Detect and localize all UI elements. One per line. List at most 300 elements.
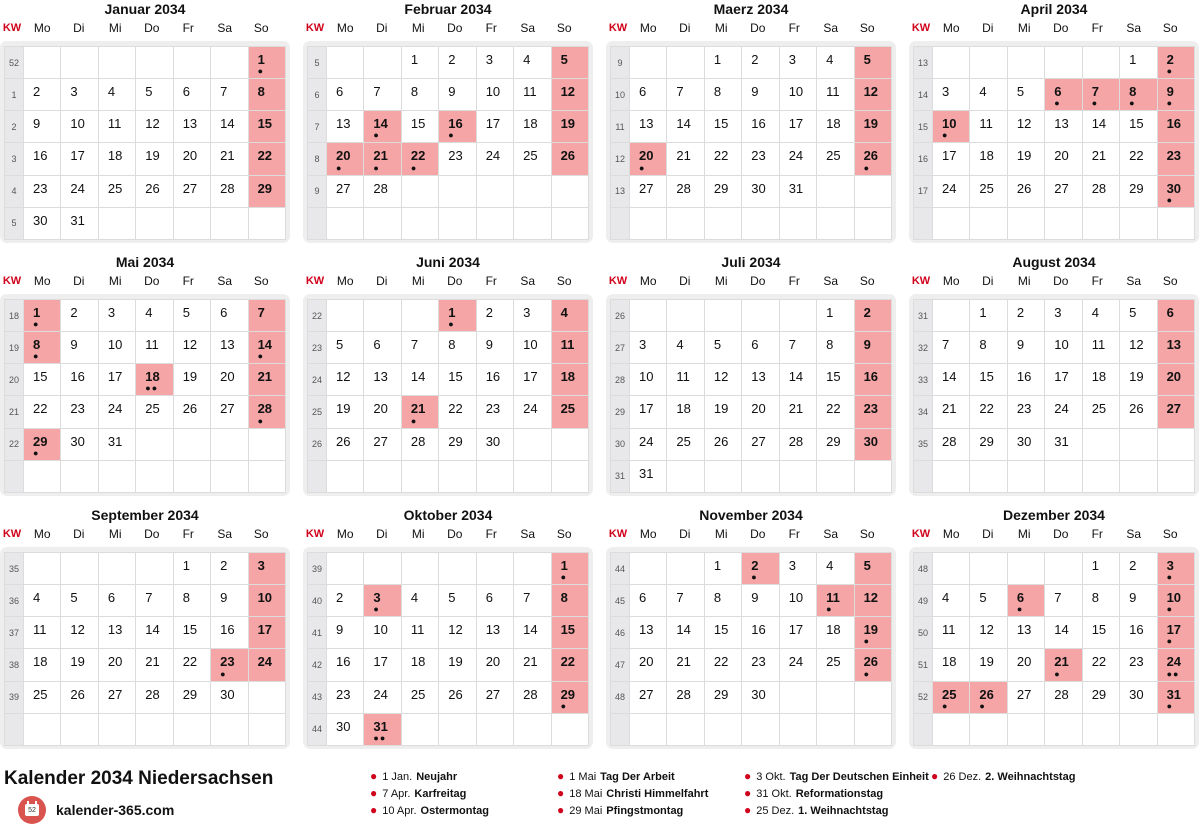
day-number: 12 — [863, 84, 879, 100]
day-number: 24 — [70, 180, 85, 196]
empty-cell — [1045, 714, 1081, 745]
day-cell — [1045, 111, 1081, 142]
day-cell — [249, 649, 285, 680]
day-number: 17 — [485, 116, 501, 132]
empty-cell — [1083, 714, 1119, 745]
weekday-label: Mi — [714, 527, 728, 541]
day-number: 30 — [336, 718, 351, 734]
day-cell — [1083, 143, 1119, 174]
bullet-icon: ● — [370, 786, 378, 800]
day-cell — [1045, 585, 1081, 616]
empty-cell — [1083, 47, 1119, 78]
day-number: 11 — [107, 116, 122, 132]
day-cell — [249, 553, 285, 584]
weekday-label: Do — [447, 21, 463, 35]
day-number: 23 — [751, 148, 766, 164]
day-number: 10 — [1166, 590, 1182, 606]
day-number: 9 — [1016, 337, 1025, 353]
weekday-label: So — [1162, 274, 1178, 288]
day-number: 15 — [1129, 116, 1144, 132]
week-number: 22 — [308, 300, 326, 331]
holiday-dot-icon: ● — [33, 351, 40, 362]
day-number: 13 — [639, 116, 654, 132]
empty-cell — [61, 461, 97, 492]
day-number: 16 — [1166, 116, 1182, 132]
day-cell — [99, 79, 135, 110]
day-number: 8 — [410, 84, 419, 100]
weekday-label: Mi — [411, 274, 425, 288]
weekday-label: Di — [982, 527, 994, 541]
site-name[interactable]: kalender-365.com — [56, 802, 175, 818]
holiday-dot-icon: ● — [863, 636, 870, 647]
day-cell — [327, 682, 363, 713]
day-number: 28 — [373, 180, 388, 196]
day-cell — [1120, 332, 1156, 363]
day-number: 31 — [1166, 686, 1182, 702]
day-number: 12 — [713, 369, 729, 385]
day-cell — [364, 714, 400, 745]
empty-cell — [1045, 208, 1081, 239]
day-cell — [1120, 79, 1156, 110]
day-cell — [552, 553, 588, 584]
day-number: 13 — [485, 622, 501, 638]
bullet-icon: ● — [557, 769, 565, 783]
day-cell — [99, 396, 135, 427]
day-number: 29 — [560, 686, 576, 702]
day-number: 8 — [826, 337, 834, 353]
day-number: 25 — [826, 148, 841, 164]
day-cell — [24, 208, 60, 239]
week-number: 2 — [5, 111, 23, 142]
day-number: 21 — [145, 654, 160, 670]
weekday-label: Fr — [182, 274, 194, 288]
day-number: 25 — [560, 401, 576, 417]
day-cell — [477, 111, 513, 142]
holiday-dot-icon: ● — [1166, 700, 1173, 711]
day-cell — [136, 585, 172, 616]
day-cell — [855, 47, 891, 78]
day-number: 11 — [826, 84, 840, 100]
weekday-label: Sa — [520, 527, 536, 541]
day-cell — [1008, 111, 1044, 142]
day-cell — [1083, 332, 1119, 363]
day-cell — [327, 111, 363, 142]
weekday-label: Sa — [217, 21, 233, 35]
day-cell — [1158, 176, 1194, 207]
holiday-dot-icon: ● — [560, 572, 567, 583]
month-block — [303, 253, 593, 496]
week-number: 42 — [308, 649, 326, 680]
empty-cell — [1120, 208, 1156, 239]
day-number: 22 — [448, 401, 463, 417]
weekday-label: Mo — [639, 527, 657, 541]
weekday-label: Fr — [788, 274, 800, 288]
day-cell — [249, 332, 285, 363]
day-cell — [364, 429, 400, 460]
week-number: 27 — [611, 332, 629, 363]
day-cell — [933, 682, 969, 713]
empty-cell — [24, 461, 60, 492]
day-cell — [630, 143, 666, 174]
kw-header: KW — [305, 275, 325, 287]
day-cell — [99, 364, 135, 395]
empty-cell — [249, 429, 285, 460]
day-number: 27 — [639, 180, 654, 196]
day-cell — [1045, 396, 1081, 427]
day-number: 6 — [182, 84, 190, 100]
day-number: 30 — [33, 212, 48, 228]
holiday-dot-icon: ● — [560, 700, 567, 711]
day-cell — [817, 47, 853, 78]
day-cell — [1083, 585, 1119, 616]
day-cell — [249, 300, 285, 331]
weekday-label: So — [253, 274, 269, 288]
site-logo[interactable] — [18, 796, 174, 824]
day-cell — [705, 396, 741, 427]
month-panel — [606, 41, 896, 243]
day-cell — [477, 79, 513, 110]
day-number: 22 — [257, 148, 273, 164]
day-cell — [1120, 143, 1156, 174]
weekday-label: Di — [982, 21, 994, 35]
holiday-dot-icon: ● — [1166, 98, 1173, 109]
day-cell — [1008, 396, 1044, 427]
day-cell — [1008, 143, 1044, 174]
day-number: 10 — [788, 84, 804, 100]
day-number: 15 — [826, 369, 841, 385]
day-number: 17 — [523, 369, 538, 385]
day-cell — [705, 332, 741, 363]
legend-item — [370, 785, 560, 802]
weekday-label: So — [1162, 527, 1178, 541]
day-number: 22 — [410, 148, 426, 164]
holiday-dot-icon: ●● — [373, 732, 387, 743]
empty-cell — [1120, 429, 1156, 460]
logo-number: 52 — [25, 804, 39, 816]
kw-header: KW — [2, 275, 22, 287]
weekday-label: Di — [376, 21, 388, 35]
legend-item — [744, 785, 934, 802]
day-number: 23 — [220, 654, 235, 670]
day-number: 24 — [942, 180, 957, 196]
empty-cell — [211, 714, 247, 745]
day-number: 14 — [1054, 622, 1069, 638]
day-cell — [630, 429, 666, 460]
day-cell — [817, 649, 853, 680]
day-number: 30 — [751, 180, 766, 196]
weekday-label: Sa — [823, 527, 839, 541]
day-number: 1 — [713, 558, 722, 573]
day-number: 16 — [70, 369, 85, 385]
day-number: 11 — [826, 590, 840, 606]
empty-cell — [780, 461, 816, 492]
empty-cell — [402, 553, 438, 584]
day-number: 11 — [33, 622, 47, 638]
day-number: 26 — [336, 433, 351, 449]
day-number: 8 — [182, 590, 190, 606]
day-cell — [477, 300, 513, 331]
day-cell — [249, 617, 285, 648]
weekday-label: So — [556, 527, 572, 541]
day-cell — [1158, 143, 1194, 174]
weekday-label: Mo — [639, 274, 657, 288]
day-cell — [24, 682, 60, 713]
day-cell — [1120, 682, 1156, 713]
day-number: 2 — [751, 52, 759, 67]
day-cell — [933, 617, 969, 648]
weekday-label: Mi — [714, 274, 728, 288]
day-cell — [24, 176, 60, 207]
day-number: 24 — [373, 686, 388, 702]
empty-cell — [817, 682, 853, 713]
day-number: 12 — [336, 369, 351, 385]
day-cell — [174, 682, 210, 713]
day-cell — [402, 79, 438, 110]
day-number: 13 — [639, 622, 654, 638]
day-cell — [174, 553, 210, 584]
day-cell — [855, 585, 891, 616]
day-number: 31 — [788, 180, 804, 196]
holiday-dot-icon: ● — [336, 162, 343, 173]
weekday-label: Fr — [485, 274, 497, 288]
week-number: 21 — [5, 396, 23, 427]
weekday-label: Fr — [1091, 527, 1103, 541]
day-cell — [61, 649, 97, 680]
week-number: 1 — [5, 79, 23, 110]
empty-cell — [552, 176, 588, 207]
weekday-label: Sa — [217, 527, 233, 541]
day-number: 11 — [942, 622, 956, 638]
month-grid — [4, 552, 286, 746]
day-number: 2 — [751, 558, 759, 573]
day-number: 9 — [1129, 590, 1137, 606]
day-number: 7 — [220, 84, 228, 100]
day-cell — [1158, 79, 1194, 110]
day-cell — [817, 332, 853, 363]
empty-cell — [933, 208, 969, 239]
weekday-label: Mo — [33, 274, 51, 288]
day-number: 2 — [1129, 558, 1137, 573]
legend-column — [931, 768, 1121, 785]
day-number: 15 — [560, 622, 576, 638]
day-number: 31 — [373, 718, 388, 734]
month-block — [606, 0, 896, 243]
week-number: 9 — [308, 176, 326, 207]
weekday-label: Fr — [788, 527, 800, 541]
day-number: 3 — [788, 52, 796, 67]
day-number: 6 — [220, 305, 228, 320]
day-cell — [136, 649, 172, 680]
calendar-icon — [18, 796, 46, 824]
day-number: 14 — [145, 622, 160, 638]
month-block — [0, 253, 290, 496]
day-number: 21 — [676, 654, 691, 670]
day-cell — [552, 649, 588, 680]
day-cell — [552, 47, 588, 78]
day-cell — [667, 649, 703, 680]
day-cell — [514, 111, 550, 142]
day-cell — [1120, 364, 1156, 395]
day-cell — [705, 111, 741, 142]
weekday-label: Mi — [411, 21, 425, 35]
day-cell — [1120, 176, 1156, 207]
day-cell — [364, 79, 400, 110]
day-cell — [514, 47, 550, 78]
day-number: 5 — [70, 590, 78, 606]
day-number: 14 — [942, 369, 957, 385]
day-number: 24 — [257, 654, 273, 670]
empty-cell — [249, 208, 285, 239]
month-title: November 2034 — [699, 507, 803, 523]
week-number: 15 — [914, 111, 932, 142]
week-number: 36 — [5, 585, 23, 616]
day-number: 24 — [1054, 401, 1069, 417]
legend-name: Tag Der Deutschen Einheit — [789, 771, 929, 783]
week-number: 18 — [5, 300, 23, 331]
empty-cell — [933, 553, 969, 584]
week-number: 44 — [308, 714, 326, 745]
holiday-dot-icon: ● — [373, 604, 380, 615]
empty-cell — [439, 553, 475, 584]
day-number: 25 — [107, 180, 123, 196]
day-cell — [855, 429, 891, 460]
day-number: 19 — [979, 654, 994, 670]
day-cell — [402, 111, 438, 142]
day-number: 12 — [1016, 116, 1032, 132]
weekday-header — [606, 524, 896, 544]
day-cell — [552, 682, 588, 713]
day-cell — [61, 585, 97, 616]
day-number: 20 — [182, 148, 198, 164]
day-cell — [211, 79, 247, 110]
day-cell — [1045, 332, 1081, 363]
day-cell — [364, 649, 400, 680]
day-number: 9 — [751, 590, 759, 606]
day-cell — [780, 143, 816, 174]
empty-cell — [477, 553, 513, 584]
day-cell — [780, 649, 816, 680]
empty-cell — [402, 300, 438, 331]
weekday-header — [909, 271, 1199, 291]
week-number: 48 — [611, 682, 629, 713]
day-number: 30 — [485, 433, 501, 449]
empty-cell — [742, 461, 778, 492]
day-cell — [667, 79, 703, 110]
day-number: 14 — [257, 337, 273, 353]
day-cell — [1158, 300, 1194, 331]
day-number: 5 — [182, 305, 190, 320]
day-cell — [327, 364, 363, 395]
day-number: 23 — [448, 148, 463, 164]
day-cell — [61, 682, 97, 713]
day-number: 8 — [979, 337, 987, 353]
day-cell — [136, 364, 172, 395]
week-number: 44 — [611, 553, 629, 584]
month-block — [909, 506, 1199, 749]
day-cell — [514, 682, 550, 713]
day-cell — [855, 649, 891, 680]
week-number: 43 — [308, 682, 326, 713]
empty-cell — [174, 208, 210, 239]
day-number: 23 — [863, 401, 879, 417]
day-number: 15 — [713, 622, 729, 638]
weekday-label: Do — [750, 21, 766, 35]
day-number: 14 — [410, 369, 426, 385]
empty-cell — [1158, 714, 1194, 745]
weekday-label: Sa — [823, 274, 839, 288]
day-number: 4 — [107, 84, 116, 100]
day-cell — [61, 143, 97, 174]
day-number: 28 — [523, 686, 538, 702]
day-number: 29 — [1091, 686, 1107, 702]
day-cell — [174, 176, 210, 207]
empty-cell — [514, 429, 550, 460]
day-cell — [136, 396, 172, 427]
legend-item — [931, 768, 1121, 785]
day-number: 21 — [523, 654, 538, 670]
day-cell — [24, 396, 60, 427]
day-number: 29 — [979, 433, 994, 449]
empty-cell — [364, 47, 400, 78]
weekday-label: So — [859, 21, 875, 35]
holiday-dot-icon: ● — [942, 700, 949, 711]
day-cell — [705, 143, 741, 174]
day-number: 23 — [485, 401, 501, 417]
day-cell — [1083, 396, 1119, 427]
day-cell — [514, 364, 550, 395]
day-cell — [1120, 396, 1156, 427]
day-cell — [211, 617, 247, 648]
day-number: 25 — [826, 654, 841, 670]
empty-cell — [514, 208, 550, 239]
day-number: 12 — [145, 116, 160, 132]
empty-cell — [439, 461, 475, 492]
weekday-label: Do — [144, 527, 160, 541]
bullet-icon: ● — [931, 769, 939, 783]
empty-cell — [136, 553, 172, 584]
day-number: 6 — [639, 590, 647, 606]
empty-cell — [630, 300, 666, 331]
day-cell — [1045, 429, 1081, 460]
day-number: 19 — [145, 148, 160, 164]
holiday-dot-icon: ● — [1166, 572, 1173, 583]
day-cell — [477, 47, 513, 78]
day-cell — [249, 143, 285, 174]
day-cell — [817, 111, 853, 142]
day-cell — [477, 617, 513, 648]
day-cell — [364, 396, 400, 427]
kw-header: KW — [305, 22, 325, 34]
month-panel — [303, 41, 593, 243]
empty-cell — [1045, 553, 1081, 584]
legend-column — [557, 768, 747, 819]
day-number: 18 — [826, 116, 841, 132]
empty-cell — [514, 714, 550, 745]
weekday-label: Mo — [33, 21, 51, 35]
day-cell — [61, 111, 97, 142]
day-cell — [552, 617, 588, 648]
empty-cell — [780, 714, 816, 745]
day-cell — [855, 300, 891, 331]
day-cell — [742, 364, 778, 395]
empty-cell — [249, 682, 285, 713]
day-cell — [1045, 364, 1081, 395]
day-number: 2 — [863, 305, 871, 320]
day-number: 22 — [979, 401, 994, 417]
day-cell — [970, 682, 1006, 713]
day-number: 6 — [1166, 305, 1174, 320]
holiday-dot-icon: ● — [220, 668, 227, 679]
